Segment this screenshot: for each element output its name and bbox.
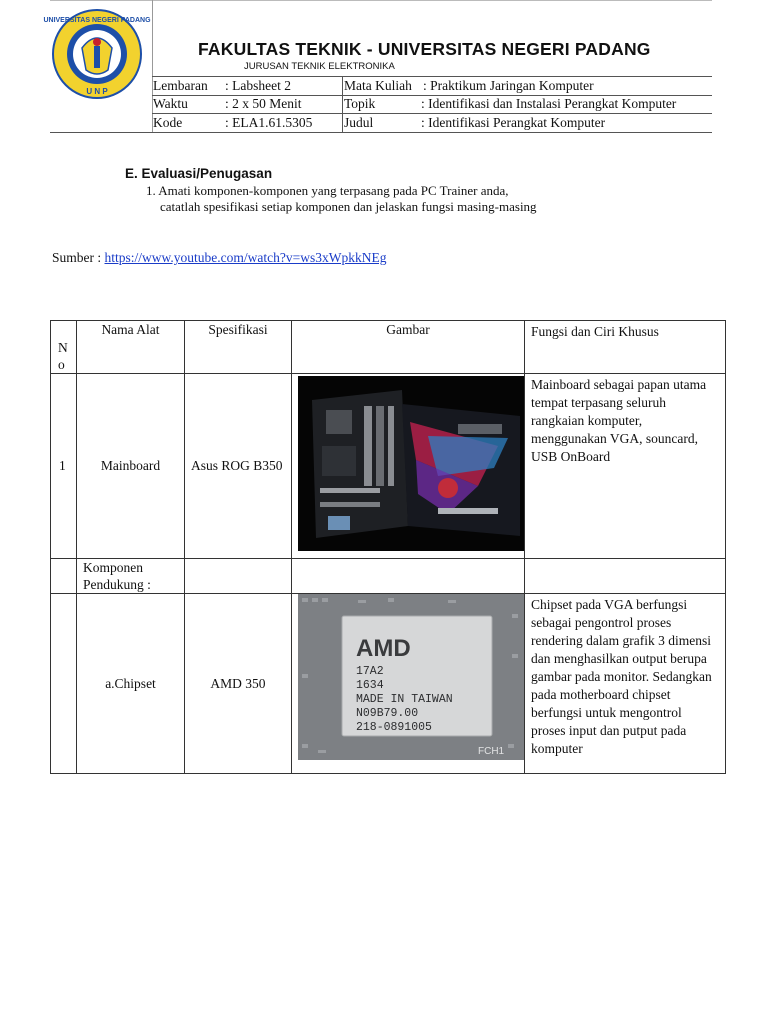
chip-brand: AMD bbox=[356, 635, 411, 662]
header-name: Nama Alat bbox=[77, 321, 185, 374]
row-spec: Asus ROG B350 bbox=[185, 374, 292, 559]
meta-value: : Labsheet 2 bbox=[225, 78, 291, 93]
svg-text:UNIVERSITAS NEGERI PADANG: UNIVERSITAS NEGERI PADANG bbox=[43, 17, 151, 24]
meta-value: : 2 x 50 Menit bbox=[225, 96, 302, 111]
source-line bbox=[52, 250, 386, 266]
meta-value: : ELA1.61.5305 bbox=[225, 115, 313, 130]
svg-text:U N P: U N P bbox=[86, 87, 108, 96]
row-image bbox=[292, 559, 525, 594]
row-function: Mainboard sebagai papan utama tempat terpasang seluruh rangkaian komputer, menggunakan VGA, souncard, USB OnBoard bbox=[525, 374, 726, 559]
row-name: Mainboard bbox=[77, 374, 185, 559]
task-line: catatlah spesifikasi setiap komponen dan jelaskan fungsi masing-masing bbox=[160, 199, 537, 214]
source-label: Sumber : bbox=[52, 250, 102, 265]
table-row bbox=[51, 559, 726, 594]
table-row bbox=[51, 594, 726, 774]
header-no-part: N bbox=[58, 340, 68, 355]
row-name: Komponen Pendukung : bbox=[77, 559, 185, 594]
meta-key: Waktu bbox=[153, 96, 188, 111]
row-function bbox=[525, 559, 726, 594]
table-row bbox=[51, 374, 726, 559]
university-logo bbox=[43, 8, 151, 100]
row-spec: AMD 350 bbox=[185, 594, 292, 774]
chip-marking: 17A2 bbox=[356, 665, 384, 678]
mainboard-image bbox=[298, 376, 524, 551]
board-label: FCH1 bbox=[478, 746, 505, 757]
row-no bbox=[51, 594, 77, 774]
meta-value: : Identifikasi Perangkat Komputer bbox=[421, 115, 606, 130]
header-spec: Spesifikasi bbox=[185, 321, 292, 374]
meta-key: Kode bbox=[153, 115, 183, 130]
meta-key: Judul bbox=[344, 115, 374, 130]
row-no: 1 bbox=[51, 374, 77, 559]
chip-marking: N09B79.00 bbox=[356, 707, 419, 720]
department-name: JURUSAN TEKNIK ELEKTRONIKA bbox=[244, 61, 395, 72]
faculty-title: FAKULTAS TEKNIK - UNIVERSITAS NEGERI PADANG bbox=[198, 39, 651, 59]
meta-key: Mata Kuliah bbox=[344, 78, 412, 93]
row-spec bbox=[185, 559, 292, 594]
component-table bbox=[50, 320, 726, 774]
source-link[interactable]: https://www.youtube.com/watch?v=ws3xWpkkNEg bbox=[104, 250, 387, 265]
chip-marking: 1634 bbox=[356, 679, 384, 692]
header-function: Fungsi dan Ciri Khusus bbox=[525, 321, 726, 374]
row-function: Chipset pada VGA berfungsi sebagai pengontrol proses rendering dalam grafik 3 dimensi dan menghasilkan output berupa gambar pada monitor. Sedangkan pada motherboard chipset berfungsi untuk mengontrol proses input dan putput pada komputer bbox=[525, 594, 726, 774]
section-title: E. Evaluasi/Penugasan bbox=[125, 166, 273, 181]
meta-key: Lembaran bbox=[153, 78, 208, 93]
table-header-row bbox=[51, 321, 726, 374]
chipset-image bbox=[298, 594, 524, 760]
task-line: 1. Amati komponen-komponen yang terpasang pada PC Trainer anda, bbox=[146, 183, 509, 198]
mainboard-image-cell bbox=[292, 374, 525, 559]
chip-marking: MADE IN TAIWAN bbox=[356, 693, 453, 706]
row-name: a.Chipset bbox=[77, 594, 185, 774]
meta-value: : Identifikasi dan Instalasi Perangkat Komputer bbox=[421, 96, 677, 111]
chip-marking: 218-0891005 bbox=[356, 721, 432, 734]
meta-key: Topik bbox=[344, 96, 376, 111]
task-instructions bbox=[146, 183, 537, 215]
chipset-image-cell bbox=[292, 594, 525, 774]
row-no bbox=[51, 559, 77, 594]
header-no-part: o bbox=[58, 357, 65, 372]
header-image: Gambar bbox=[292, 321, 525, 374]
header-no bbox=[51, 321, 77, 374]
meta-value: : Praktikum Jaringan Komputer bbox=[423, 78, 594, 93]
